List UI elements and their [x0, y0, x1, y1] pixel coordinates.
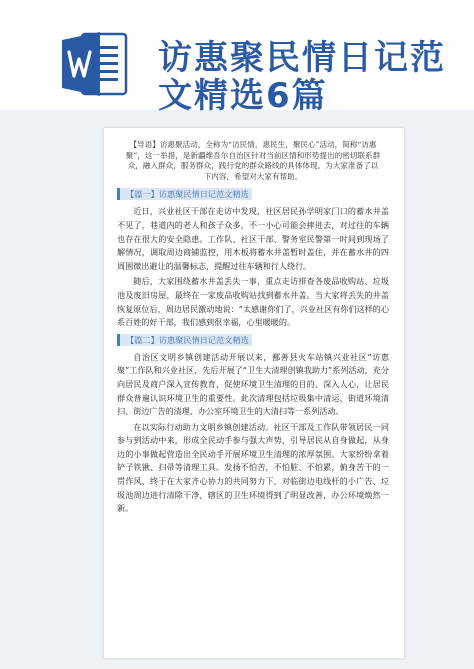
document-page	[104, 128, 404, 658]
word-document-icon	[60, 28, 130, 100]
paragraph: 自治区文明乡镇创建活动开展以来，鄯善县火车站镇兴业社区“访惠聚”工作队和兴业社区，先后开展了“卫生大清理创镇我助力”系列活动，充分向居民及商户深入宣传教育，促使环境卫生清理的目的、深入人心，让居民群众普遍认识环境卫生的重要性。此次清理包括垃圾集中清运、街道环境清扫、街边广告的清理、办公室环境卫生的大清扫等一系列活动。	[117, 351, 389, 417]
page-title-line-1: 访惠聚民情日记范	[158, 38, 446, 78]
section-heading-2: 【篇二】访惠聚民情日记范文精选	[117, 334, 252, 346]
paragraph: 在以实际行动助力文明乡镇创建活动。社区干部及工作队带领居民一同参与到活动中来，形成全民动手参与强大声势，引导居民从自身做起，从身边的小事做起营造出全民动手开展环境卫生清理的浓厚氛围。大家纷纷拿着铲子铁锹、扫帚等清理工具。发扬不怕苦，不怕脏、不怕累，俯身苦干的一贯作风，终于在大家齐心协力的共同努力下，对临街边电线杆的小广告、垃圾池周边进行清除干净，辖区的卫生环境得到了明显改善，办公环境焕然一新。	[117, 421, 389, 514]
document-body	[117, 140, 389, 518]
section-heading-1: 【篇一】访惠聚民情日记范文精选	[117, 188, 252, 200]
paragraph: 随后，大家围绕蓄水井盖丢失一事，重点走访排查各废品收购站、垃圾池及废旧房屋，最终在一家废品收购站找到蓄水井盖。当大家将丢失的井盖恢复原位后，周边居民激动地说：“太感谢你们了，兴业社区有你们这样的心系百姓的好干部，我们感到很幸福，心里暖暖的。	[117, 276, 389, 328]
header-banner	[0, 0, 474, 116]
document-guide: 【导语】访惠聚活动，全称为“访民情，惠民生，聚民心”活动，简称“访惠聚”，这一举措，是新疆维吾尔自治区针对当前区情和形势提出的密切联系群众，融入群众，服务群众，践行党的群众路线的具体体现。为大家准备了以下内容，希望对大家有帮助。	[125, 140, 381, 181]
page-title-line-2: 文精选6篇	[158, 76, 328, 116]
paragraph: 近日，兴业社区干部在走访中发现，社区居民孙学明家门口的蓄水井盖不见了，巷道内的老人和孩子众多，不一小心可能会摔进去，对过往的车辆也存在很大的安全隐患。工作队、社区干部、警务室民警第一时间到现场了解情况，调取周边商铺监控，用木板将蓄水井盖暂时盖住，并在蓄水井的四周围微出避让的温馨标志，提醒过往车辆和行人绕行。	[117, 206, 389, 271]
